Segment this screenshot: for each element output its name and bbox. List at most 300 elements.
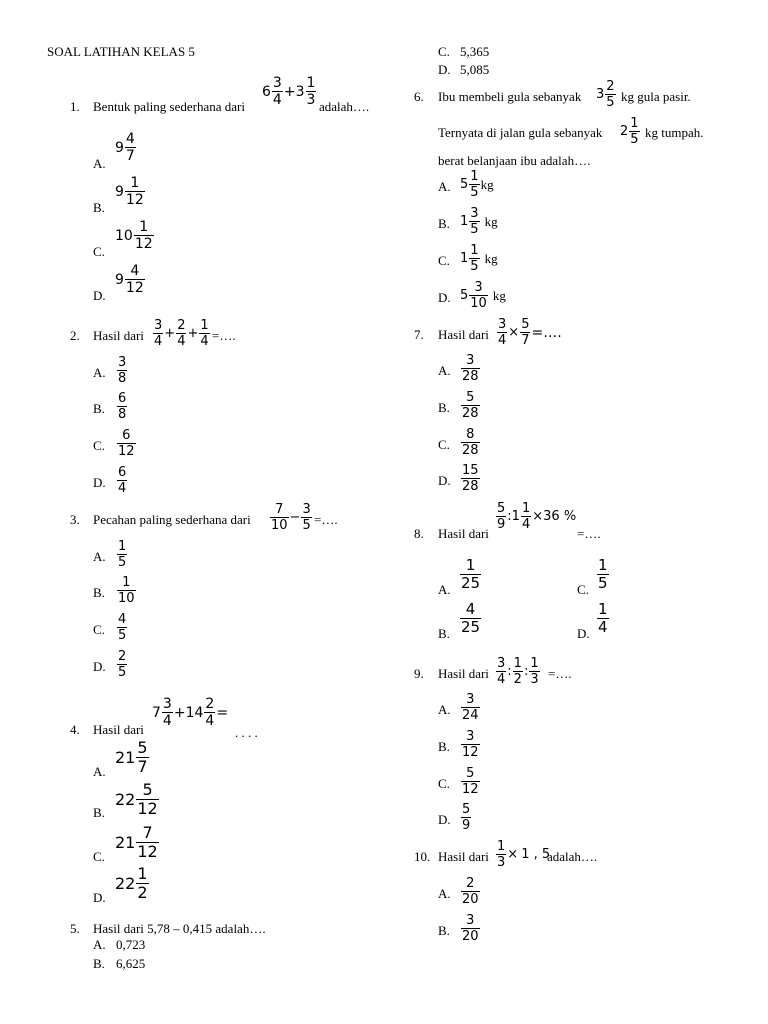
question-tail: =…. <box>212 328 236 343</box>
question-number: 4. <box>70 722 80 737</box>
denominator: 9 <box>497 516 506 532</box>
math-expression <box>115 740 150 776</box>
denominator: 25 <box>461 573 481 592</box>
fraction <box>272 76 283 107</box>
fraction <box>496 657 506 686</box>
numerator: 6 <box>122 428 131 443</box>
fraction <box>461 803 471 832</box>
page-title: SOAL LATIHAN KELAS 5 <box>47 44 195 59</box>
fraction <box>597 558 609 592</box>
option-label: B. <box>438 626 450 641</box>
option-a-value <box>459 558 482 592</box>
denominator: 12 <box>125 191 144 208</box>
math-term: 1 <box>460 214 469 230</box>
question-text: Hasil dari <box>93 328 144 343</box>
fraction <box>136 866 148 902</box>
fraction <box>134 220 154 251</box>
math-expression <box>460 244 498 273</box>
option-label: A. <box>93 365 106 380</box>
denominator: 4 <box>497 671 506 687</box>
math-expression <box>115 132 137 163</box>
option-value: 5,365 <box>460 44 490 59</box>
denominator: 12 <box>125 279 144 296</box>
denominator: 4 <box>162 712 172 729</box>
option-d-value <box>115 264 146 295</box>
fraction <box>117 429 136 458</box>
option-b-value <box>116 576 137 605</box>
fraction <box>461 391 480 420</box>
math-expression <box>115 825 160 861</box>
option-label: C. <box>93 849 105 864</box>
question-tail: adalah…. <box>547 849 598 864</box>
option-a-value <box>115 132 137 163</box>
option-c-value <box>116 429 137 458</box>
fraction <box>513 657 523 686</box>
numerator: 5 <box>466 766 475 781</box>
math-term: 3 <box>596 87 605 103</box>
numerator: 1 <box>530 656 539 671</box>
whole-number: 6 <box>262 83 271 100</box>
numerator: 4 <box>130 263 140 279</box>
option-c-value <box>116 613 128 642</box>
denominator: 12 <box>137 798 158 818</box>
fraction <box>460 558 481 592</box>
math-expression <box>496 318 562 347</box>
math-term: kg <box>480 177 494 193</box>
math-term: 14 <box>185 704 204 721</box>
math-term: 7 <box>152 704 161 721</box>
fraction <box>605 80 615 109</box>
math-expression <box>620 117 641 146</box>
numerator: 2 <box>466 876 475 891</box>
numerator: 5 <box>521 317 530 332</box>
denominator: 3 <box>306 91 316 108</box>
numerator: 2 <box>118 649 127 664</box>
numerator: 1 <box>470 243 479 258</box>
question-text: Hasil dari <box>93 722 144 737</box>
option-c-value <box>115 825 160 861</box>
numerator: 1 <box>513 656 522 671</box>
numerator: 3 <box>474 280 483 295</box>
question-tail: . . . . <box>235 725 258 740</box>
numerator: 1 <box>118 539 127 554</box>
fraction <box>461 693 480 722</box>
math-term: 1 <box>511 509 520 525</box>
numerator: 2 <box>606 79 615 94</box>
numerator: 5 <box>142 780 153 799</box>
option-value: 6,625 <box>116 956 146 971</box>
numerator: 3 <box>497 656 506 671</box>
option-c-value <box>460 244 498 273</box>
denominator: 5 <box>118 664 127 680</box>
option-label: D. <box>93 288 106 303</box>
denominator: 12 <box>462 744 479 760</box>
option-c-value <box>115 220 155 251</box>
question-text: kg gula pasir. <box>621 89 691 104</box>
option-c-value <box>460 428 481 457</box>
option-b-value <box>115 176 146 207</box>
math-term: 21 <box>115 747 136 767</box>
expression <box>620 117 641 146</box>
option-label: A. <box>438 702 451 717</box>
math-term: : <box>523 664 529 680</box>
numerator: 8 <box>466 427 475 442</box>
option-label: A. <box>438 886 451 901</box>
denominator: 7 <box>125 147 135 164</box>
math-term: 22 <box>115 789 136 809</box>
numerator: 1 <box>139 219 149 235</box>
denominator: 28 <box>462 368 479 384</box>
fraction <box>125 264 145 295</box>
math-term: 5 <box>460 177 469 193</box>
denominator: 10 <box>271 517 288 533</box>
fraction <box>496 840 506 869</box>
question-number: 9. <box>414 666 424 681</box>
denominator: 7 <box>521 332 530 348</box>
option-a-value <box>460 354 481 383</box>
option-label: D. <box>577 626 590 641</box>
denominator: 5 <box>470 184 479 200</box>
fraction <box>306 76 317 107</box>
denominator: 5 <box>118 627 127 643</box>
math-term: × <box>532 509 544 525</box>
math-expression <box>460 170 494 199</box>
option-c-value <box>460 767 481 796</box>
option-label: C. <box>577 582 589 597</box>
option-label: B. <box>438 400 450 415</box>
option-a-value <box>460 693 481 722</box>
question-text: Hasil dari <box>438 666 489 681</box>
fraction <box>496 502 506 531</box>
option-label: B. <box>93 956 105 971</box>
denominator: 2 <box>137 882 148 902</box>
numerator: 4 <box>125 131 135 147</box>
operator: + <box>283 83 296 100</box>
numerator: 1 <box>122 575 131 590</box>
numerator: 7 <box>142 823 153 842</box>
denominator: 5 <box>470 258 479 274</box>
denominator: 5 <box>598 573 608 592</box>
numerator: 3 <box>466 692 475 707</box>
denominator: 5 <box>118 554 127 570</box>
question-text: berat belanjaan ibu adalah…. <box>438 153 591 168</box>
numerator: 1 <box>306 75 316 91</box>
question-number: 3. <box>70 512 80 527</box>
denominator: 12 <box>134 235 153 252</box>
fraction <box>497 318 507 347</box>
denominator: 5 <box>470 221 479 237</box>
question-number: 6. <box>414 89 424 104</box>
denominator: 2 <box>513 671 522 687</box>
denominator: 5 <box>302 517 311 533</box>
denominator: 24 <box>462 707 479 723</box>
denominator: 12 <box>462 781 479 797</box>
option-b-value <box>459 602 482 636</box>
question-number: 2. <box>70 328 80 343</box>
math-expression <box>152 319 211 348</box>
question-text: Hasil dari <box>438 327 489 342</box>
denominator: 9 <box>462 817 471 833</box>
numerator: 2 <box>177 318 186 333</box>
question-text: Hasil dari 5,78 – 0,415 adalah…. <box>93 921 266 936</box>
option-label: A. <box>438 582 451 597</box>
option-label: A. <box>93 156 106 171</box>
math-expression <box>269 503 313 532</box>
fraction <box>117 540 127 569</box>
math-expression <box>115 866 150 902</box>
math-expression <box>115 176 146 207</box>
denominator: 4 <box>200 333 209 349</box>
math-expression <box>460 281 506 310</box>
math-term: 9 <box>115 271 124 288</box>
option-a-value <box>116 356 128 385</box>
math-expression <box>262 76 317 107</box>
question-number: 5. <box>70 921 80 936</box>
question-text: kg tumpah. <box>645 125 704 140</box>
option-label: A. <box>93 937 106 952</box>
fraction <box>162 697 173 728</box>
numerator: 5 <box>462 802 471 817</box>
numerator: 3 <box>118 355 127 370</box>
numerator: 15 <box>462 463 479 478</box>
numerator: 1 <box>521 501 531 516</box>
fraction <box>461 464 480 493</box>
fraction <box>270 503 289 532</box>
denominator: 10 <box>118 590 135 606</box>
option-label: C. <box>438 776 450 791</box>
option-label: C. <box>438 437 450 452</box>
fraction <box>469 170 479 199</box>
fraction <box>117 576 136 605</box>
option-label: B. <box>438 216 450 231</box>
option-value: 5,085 <box>460 62 490 77</box>
fraction <box>117 466 127 495</box>
option-label: B. <box>93 805 105 820</box>
denominator: 8 <box>118 406 127 422</box>
option-d-value <box>460 281 506 310</box>
numerator: 4 <box>465 600 476 618</box>
denominator: 4 <box>177 333 186 349</box>
math-term: kg <box>484 214 498 230</box>
math-term: + <box>164 326 176 342</box>
option-label: B. <box>438 739 450 754</box>
fraction <box>204 697 215 728</box>
option-label: D. <box>438 473 451 488</box>
denominator: 7 <box>137 756 148 776</box>
fraction <box>117 650 127 679</box>
fraction <box>461 428 480 457</box>
fraction <box>136 782 158 818</box>
option-label: C. <box>93 244 105 259</box>
fraction <box>199 319 209 348</box>
numerator: 7 <box>275 502 284 517</box>
denominator: 3 <box>530 671 539 687</box>
math-term: 22 <box>115 873 136 893</box>
numerator: 3 <box>470 206 479 221</box>
numerator: 2 <box>205 696 215 712</box>
fraction <box>461 914 480 943</box>
math-expression <box>495 657 541 686</box>
option-label: C. <box>93 438 105 453</box>
math-expression <box>115 264 146 295</box>
option-label: D. <box>93 659 106 674</box>
numerator: 5 <box>497 501 506 516</box>
math-expression <box>495 502 576 531</box>
expression <box>152 319 211 348</box>
numerator: 5 <box>466 390 475 405</box>
fraction <box>469 281 488 310</box>
option-b-value <box>115 782 160 818</box>
denominator: 5 <box>606 94 615 110</box>
math-term: kg <box>492 288 506 304</box>
math-term: 36 % <box>543 509 577 525</box>
expression <box>495 502 576 531</box>
denominator: 28 <box>462 405 479 421</box>
fraction <box>460 602 481 636</box>
fraction <box>117 392 127 421</box>
option-label: C. <box>438 253 450 268</box>
question-text: Ibu membeli gula sebanyak <box>438 89 582 104</box>
math-expression <box>460 207 498 236</box>
math-term: = <box>216 704 229 721</box>
option-label: D. <box>93 475 106 490</box>
fraction <box>461 730 480 759</box>
expression <box>596 80 617 109</box>
denominator: 28 <box>462 478 479 494</box>
question-text: Pecahan paling sederhana dari <box>93 512 251 527</box>
math-term: + <box>173 704 186 721</box>
option-d-value <box>116 650 128 679</box>
math-term: 1 , 5 <box>521 847 551 863</box>
math-expression <box>115 220 155 251</box>
option-d-value <box>116 466 128 495</box>
fraction <box>529 657 539 686</box>
math-term: × <box>507 847 519 863</box>
denominator: 20 <box>462 891 479 907</box>
fraction <box>461 767 480 796</box>
question-text: Hasil dari <box>438 526 489 541</box>
option-d-value <box>460 803 472 832</box>
denominator: 12 <box>137 841 158 861</box>
option-label: A. <box>93 764 106 779</box>
numerator: 3 <box>162 696 172 712</box>
option-label: A. <box>93 549 106 564</box>
option-label: D. <box>438 812 451 827</box>
expression <box>495 840 550 869</box>
question-text: Bentuk paling sederhana dari <box>93 99 245 114</box>
numerator: 3 <box>466 729 475 744</box>
math-expression <box>596 80 617 109</box>
math-term: =…. <box>531 324 562 341</box>
fraction <box>125 132 136 163</box>
question-tail: adalah…. <box>319 99 370 114</box>
math-term: − <box>289 510 301 526</box>
option-label: B. <box>93 585 105 600</box>
denominator: 8 <box>118 370 127 386</box>
denominator: 4 <box>521 516 531 532</box>
option-label: B. <box>93 401 105 416</box>
question-text: Hasil dari <box>438 849 489 864</box>
denominator: 4 <box>118 480 127 496</box>
question-number: 1. <box>70 99 80 114</box>
numerator: 6 <box>118 391 127 406</box>
fraction <box>629 117 639 146</box>
numerator: 3 <box>466 913 475 928</box>
math-term: 9 <box>115 183 124 200</box>
fraction <box>153 319 163 348</box>
fraction <box>597 602 609 636</box>
option-c-value <box>596 558 610 592</box>
question-number: 8. <box>414 526 424 541</box>
question-number: 7. <box>414 327 424 342</box>
numerator: 1 <box>470 169 479 184</box>
numerator: 1 <box>630 116 639 131</box>
expression <box>495 657 541 686</box>
question-tail: =…. <box>548 666 572 681</box>
math-term: 21 <box>115 832 136 852</box>
denominator: 10 <box>470 295 487 311</box>
option-b-value <box>116 392 128 421</box>
whole-number: 3 <box>295 83 305 100</box>
numerator: 1 <box>137 864 148 883</box>
denominator: 4 <box>154 333 163 349</box>
numerator: 4 <box>118 612 127 627</box>
numerator: 6 <box>118 465 127 480</box>
option-label: C. <box>438 44 450 59</box>
option-b-value <box>460 207 498 236</box>
question-tail: =…. <box>577 526 601 541</box>
math-expression <box>115 782 160 818</box>
fraction <box>469 207 479 236</box>
denominator: 28 <box>462 442 479 458</box>
denominator: 25 <box>461 617 481 636</box>
fraction <box>176 319 186 348</box>
denominator: 4 <box>205 712 215 729</box>
numerator: 3 <box>466 353 475 368</box>
option-label: D. <box>438 290 451 305</box>
numerator: 3 <box>302 502 311 517</box>
option-b-value <box>460 730 481 759</box>
denominator: 12 <box>118 443 135 459</box>
math-term: 10 <box>115 227 133 244</box>
denominator: 20 <box>462 928 479 944</box>
fraction <box>461 354 480 383</box>
fraction <box>469 244 479 273</box>
option-label: A. <box>438 179 451 194</box>
option-a-value <box>460 170 494 199</box>
option-label: B. <box>93 200 105 215</box>
expression <box>262 76 317 107</box>
question-text: Ternyata di jalan gula sebanyak <box>438 125 603 140</box>
option-d-value <box>460 464 481 493</box>
numerator: 1 <box>598 556 608 574</box>
math-term: : <box>507 509 512 525</box>
numerator: 1 <box>497 839 506 854</box>
option-label: B. <box>438 923 450 938</box>
numerator: 1 <box>130 175 140 191</box>
fraction <box>125 176 145 207</box>
denominator: 4 <box>598 617 608 636</box>
denominator: 4 <box>272 91 282 108</box>
math-term: 9 <box>115 139 124 156</box>
option-a-value <box>460 877 481 906</box>
numerator: 3 <box>154 318 163 333</box>
math-term: 2 <box>620 124 629 140</box>
question-number: 10. <box>414 849 431 864</box>
option-label: D. <box>438 62 451 77</box>
fraction <box>136 740 148 776</box>
denominator: 5 <box>630 131 639 147</box>
